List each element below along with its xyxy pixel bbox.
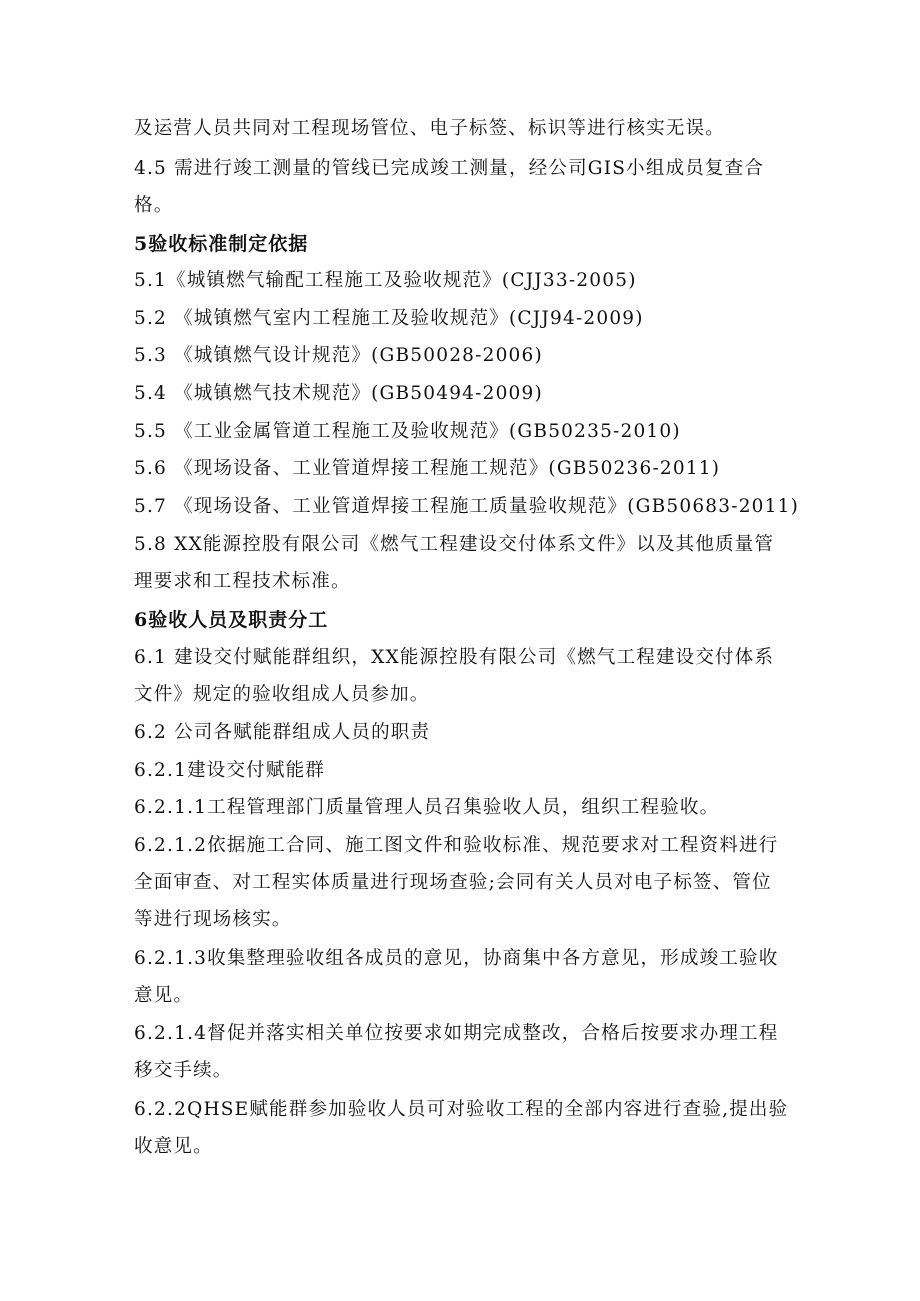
item-6-1-line-1: 6.1 建设交付赋能群组织，XX能源控股有限公司《燃气工程建设交付体系: [134, 647, 775, 668]
item-6-2: 6.2 公司各赋能群组成人员的职责: [134, 722, 431, 743]
item-6-2-1-2-line-2: 全面审查、对工程实体质量进行现场查验;会同有关人员对电子标签、管位: [134, 872, 772, 893]
item-5-2: 5.2 《城镇燃气室内工程施工及验收规范》(CJJ94-2009): [134, 308, 644, 329]
item-6-2-1: 6.2.1建设交付赋能群: [134, 760, 325, 781]
section-heading-6: 6验收人员及职责分工: [134, 609, 329, 631]
item-6-2-1-3-line-1: 6.2.1.3收集整理验收组各成员的意见，协商集中各方意见，形成竣工验收: [134, 948, 779, 969]
item-5-3: 5.3 《城镇燃气设计规范》(GB50028-2006): [134, 345, 543, 366]
item-6-2-2-line-1: 6.2.2QHSE赋能群参加验收人员可对验收工程的全部内容进行查验,提出验: [134, 1099, 789, 1120]
item-6-2-1-1: 6.2.1.1工程管理部门质量管理人员召集验收人员，组织工程验收。: [134, 797, 720, 818]
item-5-8-line-1: 5.8 XX能源控股有限公司《燃气工程建设交付体系文件》以及其他质量管: [134, 534, 775, 555]
section-heading-5: 5验收标准制定依据: [134, 233, 309, 255]
item-6-2-1-4-line-1: 6.2.1.4督促并落实相关单位按要求如期完成整改，合格后按要求办理工程: [134, 1023, 779, 1044]
item-5-5: 5.5 《工业金属管道工程施工及验收规范》(GB50235-2010): [134, 421, 681, 442]
item-6-2-1-2-line-1: 6.2.1.2依据施工合同、施工图文件和验收标准、规范要求对工程资料进行: [134, 835, 779, 856]
item-5-8-line-2: 理要求和工程技术标准。: [134, 571, 351, 592]
item-6-2-1-3-line-2: 意见。: [134, 985, 194, 1006]
item-5-4: 5.4 《城镇燃气技术规范》(GB50494-2009): [134, 383, 543, 404]
item-6-2-1-4-line-2: 移交手续。: [134, 1060, 233, 1081]
item-4-5-line-2: 格。: [134, 195, 174, 216]
item-6-2-1-2-line-3: 等进行现场核实。: [134, 909, 292, 930]
item-6-1-line-2: 文件》规定的验收组成人员参加。: [134, 684, 430, 705]
item-5-7: 5.7 《现场设备、工业管道焊接工程施工质量验收规范》(GB50683-2011): [134, 496, 799, 517]
item-5-1: 5.1《城镇燃气输配工程施工及验收规范》(CJJ33-2005): [134, 270, 637, 291]
paragraph-line: 及运营人员共同对工程现场管位、电子标签、标识等进行核实无误。: [134, 118, 726, 139]
item-4-5-line-1: 4.5 需进行竣工测量的管线已完成竣工测量，经公司GIS小组成员复查合: [134, 158, 765, 179]
item-5-6: 5.6 《现场设备、工业管道焊接工程施工规范》(GB50236-2011): [134, 458, 721, 479]
item-6-2-2-line-2: 收意见。: [134, 1136, 213, 1157]
